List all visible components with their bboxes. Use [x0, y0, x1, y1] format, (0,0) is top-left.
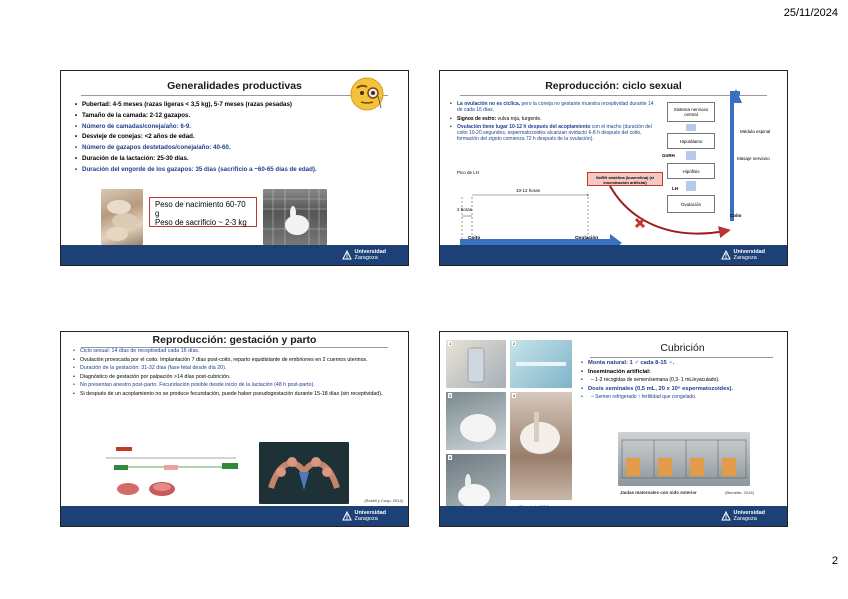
list-item: • Duración del engorde de los gazapos: 35 días (sacrificio a ~60-65 días de edad).	[75, 166, 375, 174]
flow-arrow-3	[686, 181, 696, 191]
photo-number-label: 3	[449, 393, 452, 398]
coito-timeline-label: Coito	[468, 236, 481, 241]
insemination-photo-1	[446, 340, 506, 388]
slide3-caption: (Rosell y Coop, 2014)	[364, 498, 403, 503]
slide4-bullets	[581, 360, 786, 400]
photo-number-label: 1	[449, 341, 452, 346]
gnrh-label: GnRH	[662, 153, 675, 158]
list-item: • Desvieje de conejas: <2 años de edad.	[75, 133, 375, 141]
logo-line1: Universidad	[733, 510, 765, 516]
university-crest-icon	[342, 250, 352, 260]
slaughter-weight-text: Peso de sacrificio ~ 2-3 kg	[155, 217, 247, 227]
flow-arrow-1	[686, 124, 696, 131]
photo-number-label: 4	[513, 393, 516, 398]
birth-weight-text: Peso de nacimiento 60-70 g	[155, 200, 246, 218]
flow-box-sistema: Sistema nervioso central	[667, 102, 715, 122]
lh-label: LH	[672, 186, 678, 191]
flow-box-hipotalamo: Hipotálamo	[667, 133, 715, 149]
ovulacion-timeline-label: Ovulación	[575, 236, 599, 241]
logo-line1: Universidad	[354, 510, 386, 516]
cage-caption: Jaulas maternales con nido exterior	[620, 490, 697, 495]
list-item: • Tamaño de la camada: 2-12 gazapos.	[75, 112, 375, 120]
list-item: • Número de camadas/coneja/año: 6-9.	[75, 123, 375, 131]
ten-twelve-hours-label: 10-12 horas	[516, 188, 541, 193]
bullet-lead: Ovulación tiene lugar 10-12 h después del acoplamiento	[457, 123, 591, 130]
pico-lh-label: Pico de LH	[457, 170, 480, 175]
slide3-title: Reproducción: gestación y parto	[152, 334, 317, 346]
list-item: • – Semen refrigerado ↑ fertilidad que congelado.	[581, 394, 786, 400]
slide-footer	[61, 245, 408, 265]
university-logo	[342, 510, 386, 522]
slide3-bullets	[73, 348, 398, 398]
list-item: • Si después de un acoplamiento no se produce fecundación, puede haber pseudogestación durante 15-18 días (sin receptividad).	[73, 391, 398, 398]
list-item: • No presentan anestro post-parto. Fecundación posible desde inicio de la lactación (48 h post-parto).	[73, 382, 398, 389]
slide-cubricion	[439, 331, 788, 527]
flow-box-ovulacion: Ovulación	[667, 195, 715, 213]
slide4-title: Cubrición	[660, 342, 705, 354]
insemination-photo-3	[446, 392, 506, 450]
slide-gestacion-parto	[60, 331, 409, 527]
university-crest-icon	[721, 511, 731, 521]
weight-info-box	[149, 197, 257, 227]
bullet-lead: La ovulación no es cíclica,	[457, 101, 521, 107]
cage-source-caption: (Burnette, 2016)	[725, 490, 754, 495]
bullet-rest: vulva roja, turgente.	[496, 115, 542, 122]
slide-generalidades	[60, 70, 409, 266]
page-number: 2	[831, 555, 838, 567]
list-item: • Monta natural: 1 ♂ cada 8-15 ♀.	[581, 360, 786, 367]
insemination-photo-2	[510, 340, 572, 388]
slide1-title: Generalidades productivas	[167, 80, 302, 92]
photo-number-label: 5	[449, 455, 452, 460]
bullet-rest: pero la coneja no gestante muestra receptividad durante 14 de cada 16 días.	[457, 101, 654, 114]
insemination-photo-4	[510, 392, 572, 500]
list-item: • Duración de la gestación: 31-32 días (fase fetal desde día 20).	[73, 365, 398, 372]
slide-footer	[440, 506, 787, 526]
slide1-bullets	[75, 101, 375, 173]
university-logo	[721, 510, 765, 522]
university-crest-icon	[342, 511, 352, 521]
logo-line2: Zaragoza	[733, 516, 757, 522]
rabbit-cage-photo	[263, 189, 327, 245]
list-item: • – 1-2 recogidas de semen/semana (0,3- 1 mL/eyaculado).	[581, 377, 786, 383]
university-logo	[721, 249, 765, 261]
logo-line1: Universidad	[354, 249, 386, 255]
list-item: • Ovulación provocada por el coito. Implantación 7 días post-coito, reparto equidistante de embriones en 2 cuernos uterinos.	[73, 357, 398, 364]
logo-line1: Universidad	[733, 249, 765, 255]
list-item: • Dosis seminales (0,5 mL, 20 x 10⁶ espermatozoides).	[581, 386, 786, 393]
slide2-title: Reproducción: ciclo sexual	[545, 80, 682, 92]
slide-footer	[61, 506, 408, 526]
title-underline	[81, 95, 388, 96]
maternal-cages-photo	[618, 432, 750, 486]
list-item: • Duración de la lactación: 25-30 días.	[75, 155, 375, 163]
reproduction-diagram	[106, 445, 246, 503]
university-logo	[342, 249, 386, 261]
coito-flow-label: Coito	[730, 213, 742, 218]
list-item: • Pubertad: 4-5 meses (razas ligeras < 3,5 kg), 5-7 meses (razas pesadas)	[75, 101, 375, 109]
list-item: • Inseminación artificial:	[581, 369, 786, 376]
bullet-rest: con el macho (duración del coito 10-20 segundos, espermatozoides alcanzan oviducto 6-8 h después del coito, formación del zigoto comienza 72 h después de la ovulación).	[457, 123, 652, 143]
list-item: • Ciclo sexual: 14 días de receptividad cada 16 días.	[73, 348, 398, 355]
flow-arrow-2	[686, 151, 696, 160]
slide-footer	[440, 245, 787, 265]
date-header: 25/11/2024	[783, 7, 838, 19]
slide-ciclo-sexual	[439, 70, 788, 266]
uterus-photo	[259, 442, 349, 504]
bullet-lead: Signos de estro:	[457, 115, 497, 122]
gnrh-synthetic-box: GnRH sintética (buserelina) (si inseminación artificial)	[587, 172, 663, 186]
ovulation-timeline	[440, 71, 788, 266]
logo-line2: Zaragoza	[733, 255, 757, 261]
masaje-label: Masaje nervioso	[737, 156, 770, 161]
logo-line2: Zaragoza	[354, 255, 378, 261]
two-hours-label: 2 horas	[457, 207, 473, 212]
logo-line2: Zaragoza	[354, 516, 378, 522]
newborn-rabbits-photo	[101, 189, 143, 245]
photo-number-label: 2	[513, 341, 516, 346]
medula-label: Médula espinal	[740, 129, 771, 134]
title-underline	[590, 357, 773, 358]
flow-box-hipofisis: Hipófisis	[667, 163, 715, 179]
university-crest-icon	[721, 250, 731, 260]
list-item: • Diagnóstico de gestación por palpación >14 días post-cubrición.	[73, 374, 398, 381]
list-item: • Número de gazapos destetados/coneja/año: 40-60.	[75, 144, 375, 152]
